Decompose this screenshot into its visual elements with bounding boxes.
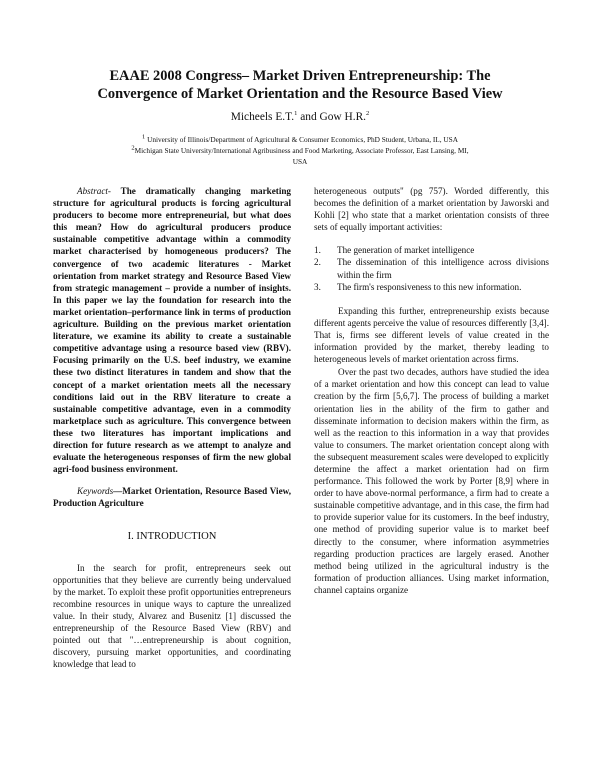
affiliations: [90, 134, 510, 167]
left-column: [53, 185, 291, 670]
affiliation-2: $^2$Michigan State University/International Agribusiness and Food Marketing, Associate Professor, East Lansing, MI,: [131, 144, 469, 155]
title-line-2: Convergence of Market Orientation and the Resource Based View: [97, 86, 503, 102]
keywords-body: —Market Orientation, Resource Based View, Production Agriculture: [53, 486, 291, 509]
author-2-superscript: 2: [366, 110, 370, 118]
title-line-1: EAAE 2008 Congress– Market Driven Entrepreneurship: The: [109, 68, 491, 84]
abstract-body: The dramatically changing marketing structure for agricultural products is forcing agricultural producers to become more entrepreneurial, but what does this mean? How do agricultural producers produce sustainable competitive advantage within a commodity market characterised by homogeneous producers? The convergence of two academic literatures - Market orientation from market strategy and Resource Based View from strategic management – provide a number of insights. In this paper we lay the foundation for research into the market orientation–performance link in terms of production agriculture. Building on the previous market orientation literature, we examine its ability to create a sustainable competitive advantage using a resource based view (RBV). Focusing primarily on the U.S. beef industry, we examine these two distinct literatures in tandem and show that the concept of a market orientation meets all the necessary conditions laid out in the RBV literature to create a sustainable competitive advantage, even in a commodity marketplace such as agriculture. This convergence between these two literatures has important implications and direction for future research as we attempt to analyze and evaluate the heterogeneous responses of firm the new global agri-food business environment.: [53, 186, 291, 475]
paper-title: [60, 67, 540, 103]
list-item: 2. The dissemination of this intelligence across divisions within the firm: [314, 257, 549, 280]
keywords-label: Keywords: [77, 486, 114, 497]
abstract: [53, 185, 291, 475]
keywords: [53, 485, 291, 509]
list-item: 1. The generation of market intelligence: [314, 245, 475, 256]
author-list: [60, 110, 540, 124]
author-1: Micheels E.T.: [230, 111, 295, 123]
affiliation-2-continued: USA: [292, 157, 308, 166]
list-item: 3. The firm's responsiveness to this new information.: [314, 281, 522, 292]
author-2: and Gow H.R.: [297, 111, 367, 123]
activities-list: [314, 244, 549, 292]
section-heading-introduction: I. INTRODUCTION: [127, 531, 217, 543]
paragraph-entrepreneurship: Expanding this further, entrepreneurship exists because different agents perceive the value of resources differently [3,4]. That is, firms see different levels of value created in the information provided by the market, thereby leading to heterogeneous levels of market orientation across firms.: [314, 305, 549, 365]
right-column: [314, 185, 549, 596]
affiliation-1: $^1$ University of Illinois/Department of Agricultural & Consumer Economics, PhD Student, Urbana, IL, USA: [142, 133, 458, 144]
abstract-label: Abstract-: [77, 186, 111, 196]
author-1-superscript: 1: [294, 110, 298, 118]
paragraph-market-orientation: Over the past two decades, authors have studied the idea of a market orientation and how this concept can lead to value creation by the firm [5,6,7]. The process of building a market orientation lies in the ability of the firm to gather and disseminate information to decision makers within the firm, as well as the reaction to this information in a way that provides value to consumers. The market orientation concept along with the subsequent measurement scales were developed to explicitly determine the affect a market orientation had on firm performance. This followed the work by Porter [8,9] where in order to have above-normal performance, a firm had to create a sustainable competitive advantage, and in this case, the firm had to provide superior value for its customers. In the beef industry, one method of providing superior value is to market beef directly to the consumer, where information asymmetries regarding production practices are largely erased. Another method being utilized in the agricultural industry is the formation of production alliances. Using market information, channel captains organize: [314, 367, 549, 595]
intro-paragraph-1: In the search for profit, entrepreneurs seek out opportunities that they believe are currently being undervalued by the market. To exploit these profit opportunities entrepreneurs recombine resources in unique ways to capture the unrealized value. In their study, Alvarez and Busenitz [1] discussed the entrepreneurship of the Resource Based View (RBV) and pointed out that "…entrepreneurship is about cognition, discovery, pursuing market opportunities, and coordinating knowledge that lead to: [53, 562, 291, 670]
continued-paragraph: heterogeneous outputs" (pg 757). Worded differently, this becomes the definition of a market orientation by Jaworski and Kohli [2] who state that a market orientation consists of three sets of equally important activities:: [314, 186, 549, 233]
